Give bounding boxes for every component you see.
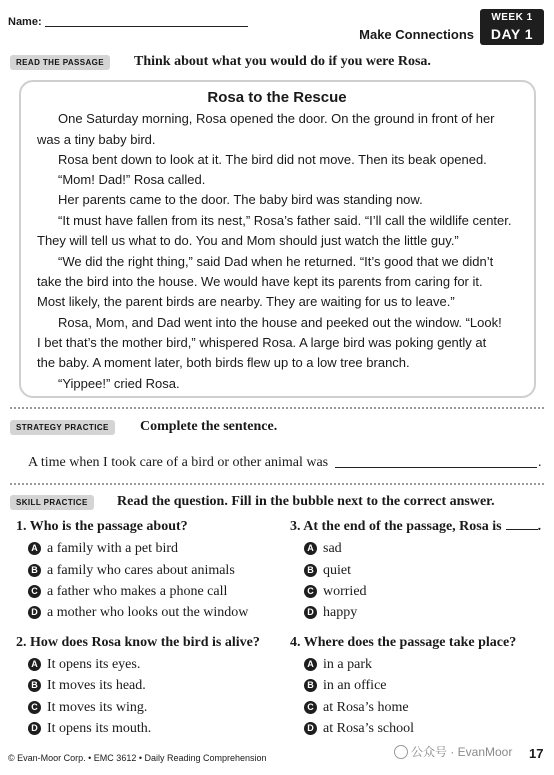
option-text: sad — [323, 541, 342, 556]
answer-option[interactable] — [304, 678, 387, 694]
answer-option[interactable] — [304, 700, 409, 716]
answer-option[interactable] — [28, 721, 151, 737]
read-passage-instruction: Think about what you would do if you were Rosa. — [134, 54, 431, 69]
watermark — [394, 743, 512, 760]
watermark-text: 公众号 · EvanMoor — [411, 745, 513, 759]
answer-option[interactable] — [304, 605, 357, 621]
option-text: a mother who looks out the window — [47, 605, 249, 620]
answer-option[interactable] — [304, 584, 367, 600]
question-3-period: . — [537, 519, 542, 534]
section-divider — [10, 407, 544, 409]
option-text: quiet — [323, 563, 351, 578]
skill-practice-tag: SKILL PRACTICE — [10, 495, 94, 510]
bubble-b-icon[interactable]: B — [28, 679, 41, 692]
option-text: at Rosa’s home — [323, 700, 409, 715]
bubble-a-icon[interactable]: A — [304, 542, 317, 555]
bubble-a-icon[interactable]: A — [28, 658, 41, 671]
question-3 — [290, 519, 541, 535]
passage-line: “Mom! Dad!” Rosa called. — [58, 172, 206, 187]
option-text: It moves its head. — [47, 678, 146, 693]
option-text: in an office — [323, 678, 387, 693]
option-text: worried — [323, 584, 367, 599]
read-passage-tag: READ THE PASSAGE — [10, 55, 110, 70]
passage-line: “It must have fallen from its nest,” Rosa’s father said. “I’ll call the wildlife center. — [58, 213, 512, 228]
answer-line[interactable] — [335, 467, 537, 468]
answer-option[interactable] — [304, 721, 414, 737]
sentence-period: . — [538, 455, 542, 470]
option-text: It opens its eyes. — [47, 657, 141, 672]
question-2: 2. How does Rosa know the bird is alive? — [16, 635, 260, 650]
question-1: 1. Who is the passage about? — [16, 519, 188, 534]
bubble-c-icon[interactable]: C — [304, 701, 317, 714]
option-text: It opens its mouth. — [47, 721, 152, 736]
answer-option[interactable] — [28, 678, 146, 694]
answer-option[interactable] — [28, 563, 235, 579]
passage-line: the baby. A moment later, both birds flew up to a low tree branch. — [37, 355, 410, 370]
page-number: 17 — [529, 746, 544, 761]
passage-line: They will tell us what to do. You and Mom should just watch the little guy.” — [37, 233, 459, 248]
passage-line: One Saturday morning, Rosa opened the door. On the ground in front of her — [58, 111, 495, 126]
passage-line: “Yippee!” cried Rosa. — [58, 376, 180, 391]
passage-line: take the bird into the house. We would have kept its parents from caring for it. — [37, 274, 483, 289]
answer-option[interactable] — [28, 605, 248, 621]
answer-option[interactable] — [28, 584, 227, 600]
option-text: a family with a pet bird — [47, 541, 179, 556]
name-line — [45, 26, 248, 27]
option-text: It moves its wing. — [47, 700, 148, 715]
strategy-practice-tag: STRATEGY PRACTICE — [10, 420, 115, 435]
section-divider — [10, 483, 544, 485]
bubble-c-icon[interactable]: C — [28, 585, 41, 598]
passage-line: Her parents came to the door. The baby bird was standing now. — [58, 192, 423, 207]
bubble-d-icon[interactable]: D — [28, 722, 41, 735]
question-4: 4. Where does the passage take place? — [290, 635, 517, 650]
bubble-d-icon[interactable]: D — [304, 606, 317, 619]
question-blank — [506, 529, 538, 530]
passage-line: Rosa, Mom, and Dad went into the house and peeked out the window. “Look! — [58, 315, 502, 330]
option-text: happy — [323, 605, 358, 620]
option-text: in a park — [323, 657, 372, 672]
section-title: Make Connections — [359, 27, 474, 42]
passage-line: “We did the right thing,” said Dad when he returned. “It’s good that we didn’t — [58, 254, 494, 269]
passage-line: was a tiny baby bird. — [37, 132, 156, 147]
passage-line: Rosa bent down to look at it. The bird did not move. Then its beak opened. — [58, 152, 487, 167]
bubble-c-icon[interactable]: C — [304, 585, 317, 598]
answer-option[interactable] — [304, 541, 342, 557]
bubble-b-icon[interactable]: B — [304, 564, 317, 577]
strategy-instruction: Complete the sentence. — [140, 419, 278, 434]
answer-option[interactable] — [28, 657, 140, 673]
skill-instruction: Read the question. Fill in the bubble next to the correct answer. — [117, 494, 495, 509]
answer-option[interactable] — [28, 541, 178, 557]
bubble-a-icon[interactable]: A — [304, 658, 317, 671]
question-3-text: 3. At the end of the passage, Rosa is — [290, 519, 502, 534]
bubble-b-icon[interactable]: B — [304, 679, 317, 692]
strategy-sentence: A time when I took care of a bird or other animal was — [28, 455, 329, 470]
week-label: WEEK 1 — [491, 12, 533, 23]
name-label: Name: — [8, 16, 42, 28]
option-text: a father who makes a phone call — [47, 584, 228, 599]
answer-option[interactable] — [304, 657, 372, 673]
bubble-c-icon[interactable]: C — [28, 701, 41, 714]
wechat-icon — [394, 745, 408, 759]
week-day-badge — [480, 9, 544, 45]
bubble-a-icon[interactable]: A — [28, 542, 41, 555]
day-label: DAY 1 — [490, 26, 534, 42]
bubble-d-icon[interactable]: D — [28, 606, 41, 619]
passage-line: I bet that’s the mother bird,” whispered Rosa. A large bird was poking gently at — [37, 335, 487, 350]
copyright-footer: © Evan-Moor Corp. • EMC 3612 • Daily Reading Comprehension — [8, 753, 267, 763]
answer-option[interactable] — [304, 563, 351, 579]
option-text: at Rosa’s school — [323, 721, 414, 736]
passage-line: Most likely, the parent birds are nearby. They are waiting for us to leave.” — [37, 294, 455, 309]
passage-title: Rosa to the Rescue — [207, 89, 347, 106]
bubble-b-icon[interactable]: B — [28, 564, 41, 577]
bubble-d-icon[interactable]: D — [304, 722, 317, 735]
option-text: a family who cares about animals — [47, 563, 235, 578]
answer-option[interactable] — [28, 700, 147, 716]
